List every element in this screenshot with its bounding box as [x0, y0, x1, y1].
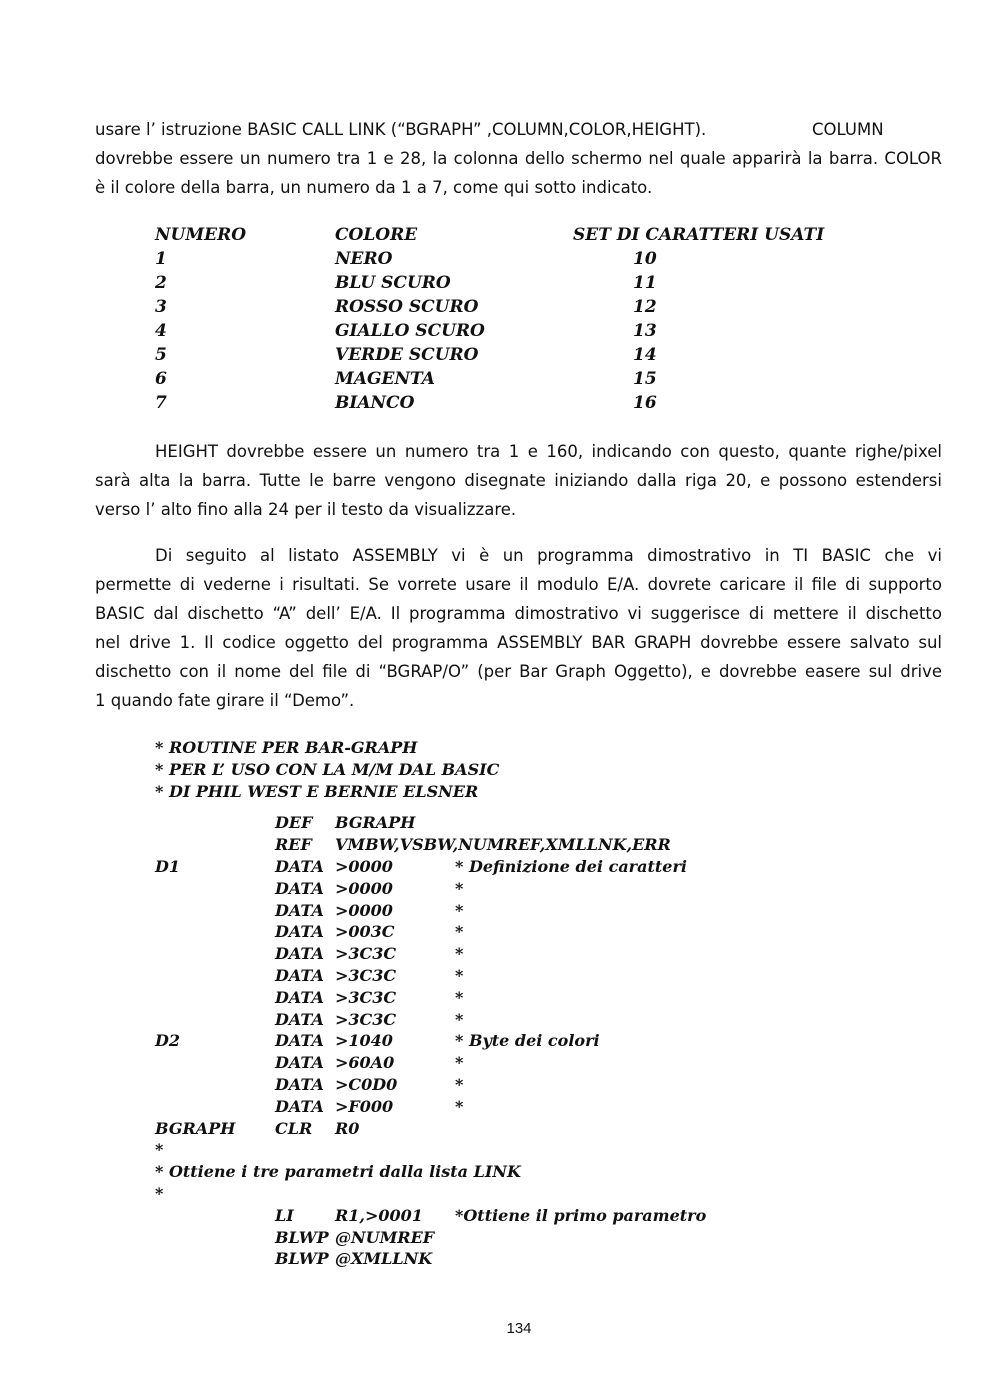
- code-line: [155, 1053, 855, 1075]
- height-line-3: verso l’ alto fino alla 24 per il testo da visualizzare.: [95, 500, 517, 519]
- cell-colore: BLU SCURO: [335, 273, 451, 293]
- code-line: [155, 835, 855, 857]
- code-line: [155, 1140, 855, 1162]
- code-opcode: LI: [275, 1205, 294, 1225]
- code-line: [155, 944, 855, 966]
- code-opcode: DEF: [275, 813, 313, 833]
- intro-paragraph: [95, 115, 942, 202]
- code-opcode: DATA: [275, 987, 324, 1007]
- code-operand: R1,>0001: [335, 1205, 423, 1225]
- code-operand: >60A0: [335, 1053, 395, 1073]
- code-operand: @NUMREF: [335, 1227, 435, 1247]
- cell-set: 15: [633, 369, 657, 389]
- code-line: [155, 1184, 855, 1206]
- code-label: D2: [155, 1031, 181, 1051]
- code-operand: >1040: [335, 1031, 393, 1051]
- code-opcode: REF: [275, 835, 312, 855]
- code-operand: >3C3C: [335, 944, 397, 964]
- cell-set: 12: [633, 297, 657, 317]
- code-operand: >C0D0: [335, 1074, 398, 1094]
- code-header-line: [155, 782, 855, 804]
- demo-line-1-text: Di seguito al listato ASSEMBLY vi è un programma dimostrativo in TI BASIC che vi: [155, 546, 942, 565]
- code-comment: *: [455, 1009, 464, 1029]
- cell-numero: 7: [155, 393, 167, 413]
- cell-set: 16: [633, 393, 657, 413]
- code-line: [155, 1075, 855, 1097]
- page-number: 134: [506, 1320, 532, 1337]
- code-label: *: [155, 1183, 164, 1203]
- cell-colore: NERO: [335, 249, 393, 269]
- code-line: [155, 857, 855, 879]
- intro-line-2: dovrebbe essere un numero tra 1 e 28, la colonna dello schermo nel quale apparirà la barra. COLOR: [95, 149, 942, 168]
- code-header-line: [155, 760, 855, 782]
- code-line: [155, 813, 855, 835]
- code-operand: >0000: [335, 878, 393, 898]
- code-operand: R0: [335, 1118, 360, 1138]
- code-opcode: DATA: [275, 1009, 324, 1029]
- code-opcode: DATA: [275, 900, 324, 920]
- code-comment: * PER L’ USO CON LA M/M DAL BASIC: [155, 759, 500, 779]
- code-comment: *: [455, 965, 464, 985]
- cell-numero: 4: [155, 321, 167, 341]
- code-operand: VMBW,VSBW,NUMREF,XMLLNK,ERR: [335, 835, 671, 855]
- code-operand: >0000: [335, 856, 393, 876]
- code-opcode: DATA: [275, 1053, 324, 1073]
- code-comment: *: [455, 944, 464, 964]
- demo-line-1: [95, 541, 942, 570]
- cell-colore: BIANCO: [335, 393, 415, 413]
- code-comment: *: [455, 1053, 464, 1073]
- code-opcode: DATA: [275, 922, 324, 942]
- code-line: [155, 1119, 855, 1141]
- code-comment: *: [455, 987, 464, 1007]
- assembly-listing: [155, 738, 855, 1271]
- intro-line-1: [95, 115, 942, 144]
- code-opcode: DATA: [275, 965, 324, 985]
- code-opcode: BLWP: [275, 1227, 329, 1247]
- height-line-1: [95, 437, 942, 466]
- cell-numero: 6: [155, 369, 167, 389]
- header-set-caratteri: SET DI CARATTERI USATI: [573, 225, 825, 245]
- height-line-1-text: HEIGHT dovrebbe essere un numero tra 1 e 160, indicando con questo, quante righe/pixel: [155, 442, 942, 461]
- code-line: [155, 901, 855, 923]
- code-comment: *: [455, 1096, 464, 1116]
- cell-colore: VERDE SCURO: [335, 345, 479, 365]
- code-operand: >3C3C: [335, 1009, 397, 1029]
- code-label: BGRAPH: [155, 1118, 236, 1138]
- code-opcode: DATA: [275, 944, 324, 964]
- code-operand: @XMLLNK: [335, 1249, 433, 1269]
- code-line: [155, 966, 855, 988]
- intro-line-1-right: COLUMN: [812, 120, 884, 139]
- demo-line-6: 1 quando fate girare il “Demo”.: [95, 691, 355, 710]
- intro-line-3: è il colore della barra, un numero da 1 a 7, come qui sotto indicato.: [95, 178, 653, 197]
- code-comment: *: [455, 1074, 464, 1094]
- code-line: [155, 1031, 855, 1053]
- code-opcode: BLWP: [275, 1249, 329, 1269]
- cell-numero: 3: [155, 297, 167, 317]
- code-line: [155, 1097, 855, 1119]
- cell-set: 10: [633, 249, 657, 269]
- code-comment: * Byte dei colori: [455, 1031, 600, 1051]
- demo-line-3: BASIC dal dischetto “A” dell’ E/A. Il programma dimostrativo vi suggerisce di mettere il dischetto: [95, 604, 942, 623]
- code-opcode: DATA: [275, 1096, 324, 1116]
- code-operand: >0000: [335, 900, 393, 920]
- code-label: *: [155, 1140, 164, 1160]
- code-opcode: DATA: [275, 856, 324, 876]
- code-comment: * ROUTINE PER BAR-GRAPH: [155, 738, 418, 757]
- cell-colore: GIALLO SCURO: [335, 321, 485, 341]
- code-operand: >F000: [335, 1096, 394, 1116]
- code-line: [155, 922, 855, 944]
- code-line: [155, 1162, 855, 1184]
- demo-paragraph: [95, 541, 942, 715]
- header-colore: COLORE: [335, 225, 418, 245]
- code-header-line: [155, 738, 855, 760]
- code-opcode: DATA: [275, 1074, 324, 1094]
- code-line: [155, 1206, 855, 1228]
- cell-set: 11: [633, 273, 657, 293]
- code-line: [155, 1249, 855, 1271]
- code-operand: >003C: [335, 922, 395, 942]
- height-line-2: sarà alta la barra. Tutte le barre vengono disegnate iniziando dalla riga 20, e possono estendersi: [95, 471, 942, 490]
- demo-line-5: dischetto con il nome del file di “BGRAP/O” (per Bar Graph Oggetto), e dovrebbe easere sul drive: [95, 662, 942, 681]
- code-line: [155, 879, 855, 901]
- code-comment: *: [455, 878, 464, 898]
- cell-numero: 2: [155, 273, 167, 293]
- code-operand: >3C3C: [335, 965, 397, 985]
- demo-line-4: nel drive 1. Il codice oggetto del programma ASSEMBLY BAR GRAPH dovrebbe essere salvato sul: [95, 633, 942, 652]
- cell-numero: 1: [155, 249, 167, 269]
- code-operand: BGRAPH: [335, 813, 416, 833]
- cell-set: 14: [633, 345, 657, 365]
- code-line: [155, 1228, 855, 1250]
- cell-colore: ROSSO SCURO: [335, 297, 479, 317]
- code-comment: *: [455, 922, 464, 942]
- demo-line-2: permette di vederne i risultati. Se vorrete usare il modulo E/A. dovrete caricare il file di supporto: [95, 575, 942, 594]
- code-lines: [155, 813, 855, 1271]
- intro-line-1-left: usare l’ istruzione BASIC CALL LINK (“BGRAPH” ,COLUMN,COLOR,HEIGHT).: [95, 120, 707, 139]
- code-opcode: DATA: [275, 878, 324, 898]
- code-label: D1: [155, 856, 181, 876]
- cell-set: 13: [633, 321, 657, 341]
- cell-colore: MAGENTA: [335, 369, 435, 389]
- header-numero: NUMERO: [155, 225, 247, 245]
- code-line: [155, 988, 855, 1010]
- code-opcode: CLR: [275, 1118, 313, 1138]
- code-comment: * Definizione dei caratteri: [455, 856, 687, 876]
- code-label: * Ottiene i tre parametri dalla lista LINK: [155, 1162, 521, 1182]
- cell-numero: 5: [155, 345, 167, 365]
- height-paragraph: [95, 437, 942, 524]
- code-comment: *: [455, 900, 464, 920]
- code-line: [155, 1010, 855, 1032]
- code-opcode: DATA: [275, 1031, 324, 1051]
- code-operand: >3C3C: [335, 987, 397, 1007]
- code-comment: *Ottiene il primo parametro: [455, 1205, 707, 1225]
- code-comment: * DI PHIL WEST E BERNIE ELSNER: [155, 781, 479, 801]
